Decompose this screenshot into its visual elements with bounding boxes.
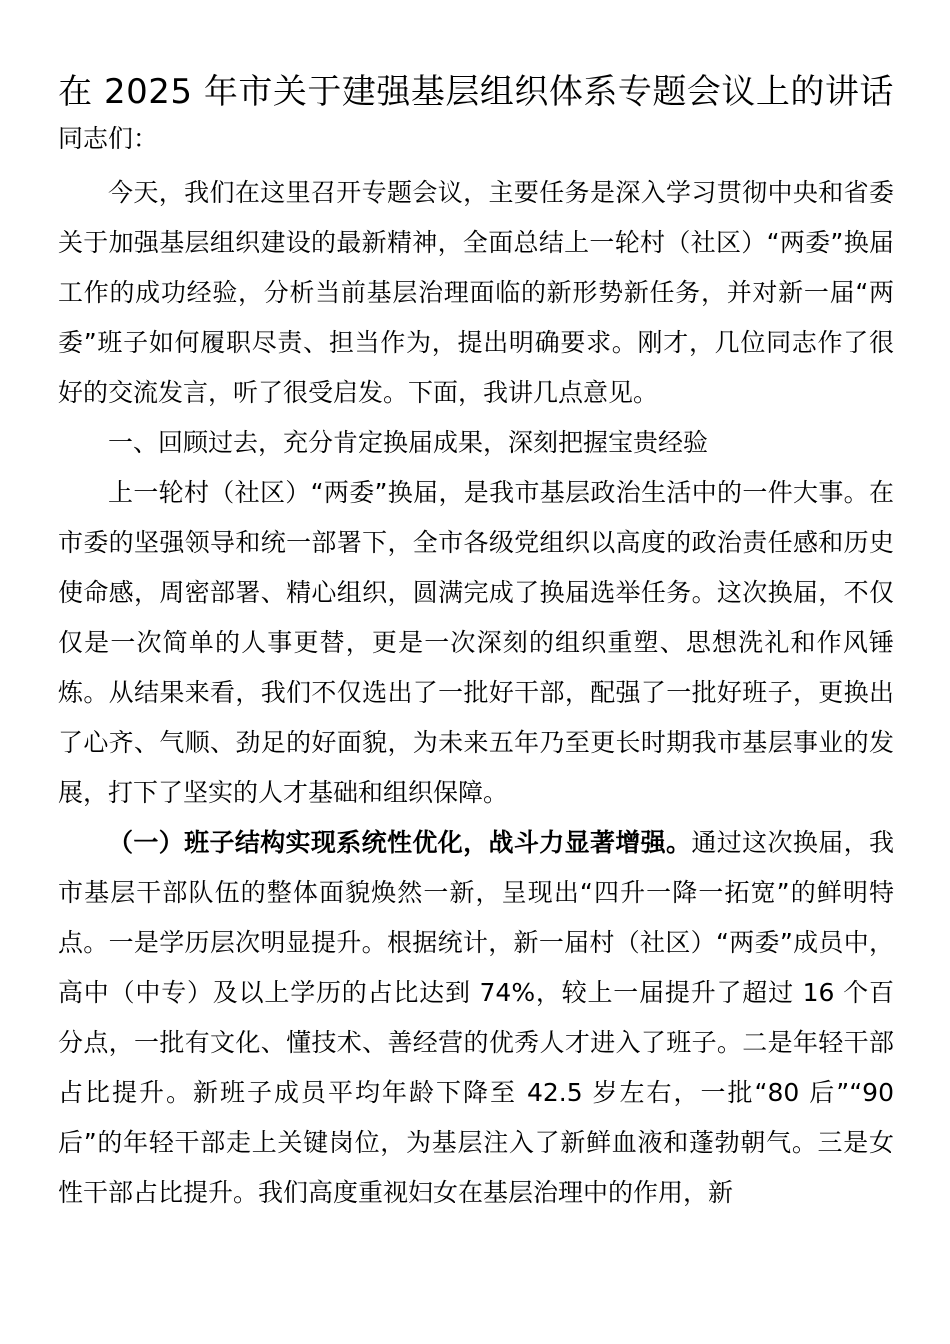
subsection-1-paragraph (58, 818, 894, 1218)
section-1-body: 上一轮村（社区）“两委”换届，是我市基层政治生活中的一件大事。在市委的坚强领导和统一部署下，全市各级党组织以高度的政治责任感和历史使命感，周密部署、精心组织，圆满完成了换届选举任务。这次换届，不仅仅是一次简单的人事更替，更是一次深刻的组织重塑、思想洗礼和作风锤炼。从结果来看，我们不仅选出了一批好干部，配强了一批好班子，更换出了心齐、气顺、劲足的好面貌，为未来五年乃至更长时期我市基层事业的发展，打下了坚实的人才基础和组织保障。 (58, 478, 894, 807)
subsection-1-heading: （一）班子结构实现系统性优化，战斗力显著增强。 (108, 828, 692, 857)
section-1-heading: 一、回顾过去，充分肯定换届成果，深刻把握宝贵经验 (108, 428, 709, 457)
salutation: 同志们： (58, 124, 159, 153)
intro-paragraph: 今天，我们在这里召开专题会议，主要任务是深入学习贯彻中央和省委关于加强基层组织建设的最新精神，全面总结上一轮村（社区）“两委”换届工作的成功经验，分析当前基层治理面临的新形势新任务，并对新一届“两委”班子如何履职尽责、担当作为，提出明确要求。刚才，几位同志作了很好的交流发言，听了很受启发。下面，我讲几点意见。 (58, 178, 894, 407)
document-title: 在 2025 年市关于建强基层组织体系专题会议上的讲话 (58, 72, 894, 112)
document-page (58, 66, 894, 1218)
subsection-1-body: 通过这次换届，我市基层干部队伍的整体面貌焕然一新，呈现出“四升一降一拓宽”的鲜明特点。一是学历层次明显提升。根据统计，新一届村（社区）“两委”成员中，高中（中专）及以上学历的占比达到 74%，较上一届提升了超过 16 个百分点，一批有文化、懂技术、善经营的优秀人才进入了班子。二是年轻干部占比提升。新班子成员平均年龄下降至 42.5 岁左右，一批“80 后”“90 后”的年轻干部走上关键岗位，为基层注入了新鲜血液和蓬勃朝气。三是女性干部占比提升。我们高度重视妇女在基层治理中的作用，新 (58, 828, 895, 1207)
